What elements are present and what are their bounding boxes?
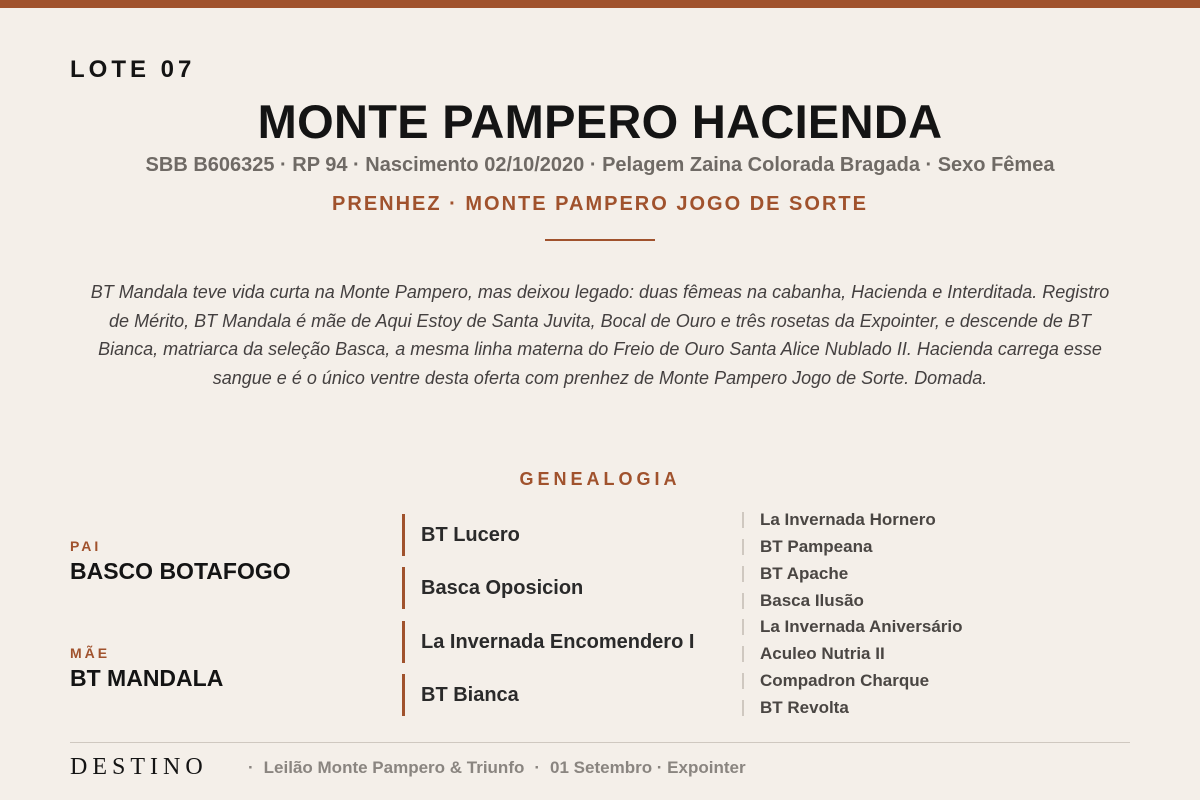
dam-label: MÃE <box>70 645 111 661</box>
great-grandparent-7: Compadron Charque <box>742 673 929 689</box>
great-grandparent-2: BT Pampeana <box>742 539 872 555</box>
footer-separator: · <box>534 758 541 777</box>
great-grandparent-6: Aculeo Nutria II <box>742 646 885 662</box>
lot-number: LOTE 07 <box>70 56 196 83</box>
registration-details: SBB B606325 · RP 94 · Nascimento 02/10/2020 · Pelagem Zaina Colorada Bragada · Sexo Fêmea <box>145 154 1055 176</box>
great-grandparent-5: La Invernada Aniversário <box>742 619 963 635</box>
great-grandparent-3: BT Apache <box>742 566 848 582</box>
sire-label: PAI <box>70 538 102 554</box>
footer-divider <box>70 742 1130 743</box>
grandparent-sire-dam: Basca Oposicion <box>402 567 583 609</box>
description-paragraph: BT Mandala teve vida curta na Monte Pampero, mas deixou legado: duas fêmeas na cabanha, Hacienda e Interditada. Registro de Mérito, BT Mandala é mãe de Aqui Estoy de Santa Juvita, Bocal de Ouro e três rosetas da Expointer, e descende de BT Bianca, matriarca da seleção Basca, a mesma linha materna do Freio de Ouro Santa Alice Nublado II. Hacienda carrega esse sangue e é o único ventre desta oferta com prenhez de Monte Pampero Jogo de Sorte. Domada. <box>90 282 1110 388</box>
pregnancy-info: PRENHEZ · MONTE PAMPERO JOGO DE SORTE <box>332 193 868 215</box>
great-grandparent-8: BT Revolta <box>742 700 849 716</box>
footer-event-info <box>238 758 746 778</box>
genealogy-heading: GENEALOGIA <box>519 469 681 489</box>
title-divider <box>545 239 655 241</box>
footer-separator: · <box>248 758 254 777</box>
brand-logo-text: DESTINO <box>70 754 208 780</box>
great-grandparent-1: La Invernada Hornero <box>742 512 936 528</box>
top-accent-bar <box>0 0 1200 8</box>
grandparent-sire-sire: BT Lucero <box>402 514 520 556</box>
grandparent-dam-dam: BT Bianca <box>402 674 519 716</box>
grandparent-dam-sire: La Invernada Encomendero I <box>402 621 694 663</box>
dam-name: BT MANDALA <box>70 665 224 691</box>
great-grandparent-4: Basca Ilusão <box>742 593 864 609</box>
event-date-place: 01 Setembro · Expointer <box>550 758 746 777</box>
event-name: Leilão Monte Pampero & Triunfo <box>263 758 525 777</box>
sire-name: BASCO BOTAFOGO <box>70 558 291 584</box>
horse-name-title: MONTE PAMPERO HACIENDA <box>257 95 943 148</box>
